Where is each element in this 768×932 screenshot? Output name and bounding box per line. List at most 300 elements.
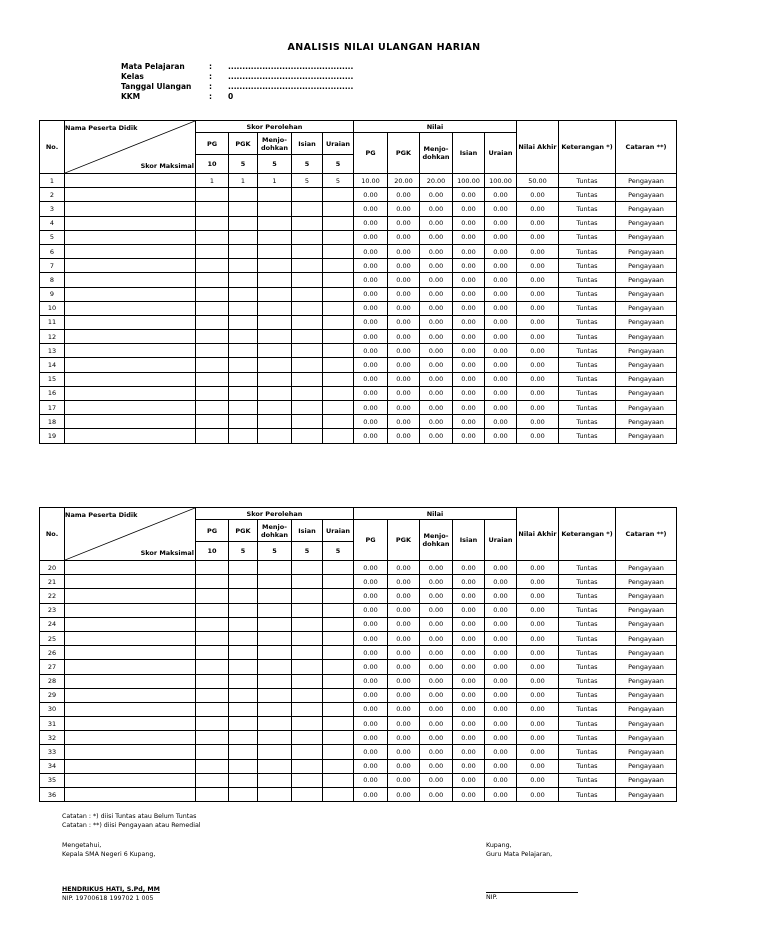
row-catatan: Pengayaan [616,575,677,589]
row-nilai: 0.00 [485,759,517,773]
row-skor [323,759,354,773]
row-nilai: 0.00 [485,202,517,216]
row-nilai: 0.00 [453,216,485,230]
row-skor [196,315,229,329]
table-row [40,188,677,202]
header-catatan: Cataran **) [616,508,677,561]
row-skor [258,244,292,258]
row-keterangan: Tuntas [559,372,616,386]
row-skor [258,259,292,273]
row-skor [258,372,292,386]
signer-nip: NIP. 19700618 199702 1 005 [62,894,154,902]
row-nilai-akhir: 0.00 [517,631,559,645]
row-nilai: 0.00 [354,344,388,358]
row-nilai: 0.00 [354,561,388,575]
header-skor-perolehan: Skor Perolehan [196,508,354,520]
row-nilai: 0.00 [485,788,517,802]
row-skor [292,674,323,688]
row-nilai: 0.00 [453,603,485,617]
sign-right-line1: Kupang, [486,842,512,849]
row-nilai: 0.00 [388,188,420,202]
row-skor [258,401,292,415]
row-nilai: 0.00 [485,372,517,386]
grade-table-1 [39,120,677,444]
row-nilai: 0.00 [388,603,420,617]
row-nilai: 0.00 [420,745,453,759]
row-skor [292,315,323,329]
header-skor-col: Uraian [323,133,354,155]
row-skor [229,230,258,244]
row-skor [323,315,354,329]
meta-row-tanggal-ulangan [121,82,353,92]
row-nama [65,702,196,716]
header-nama: Nama Peserta Didik [65,124,138,132]
row-skor [196,244,229,258]
row-skor [229,315,258,329]
row-skor [323,358,354,372]
row-no: 5 [40,230,65,244]
row-nilai: 0.00 [388,315,420,329]
row-nilai: 0.00 [420,344,453,358]
row-skor [229,660,258,674]
row-skor [323,259,354,273]
row-nilai: 0.00 [354,773,388,787]
row-nilai: 0.00 [453,702,485,716]
row-keterangan: Tuntas [559,745,616,759]
table-row [40,415,677,429]
note-line: Catatan : **) diisi Pengayaan atau Remedial [62,821,201,829]
row-no: 10 [40,301,65,315]
row-skor [258,589,292,603]
row-no: 14 [40,358,65,372]
row-nilai: 0.00 [485,575,517,589]
row-nilai: 0.00 [388,631,420,645]
row-skor [196,330,229,344]
row-skor [323,575,354,589]
row-keterangan: Tuntas [559,174,616,188]
row-skor [323,788,354,802]
row-nilai: 0.00 [388,287,420,301]
row-nama [65,773,196,787]
row-skor [196,561,229,575]
table-row [40,344,677,358]
row-nilai: 0.00 [354,202,388,216]
row-catatan: Pengayaan [616,603,677,617]
table-row [40,589,677,603]
header-skor-maks-value: 5 [229,155,258,174]
row-nilai: 0.00 [420,216,453,230]
header-nilai-col: Uraian [485,133,517,174]
row-nilai: 0.00 [388,660,420,674]
row-nilai: 0.00 [388,674,420,688]
row-nilai: 0.00 [354,244,388,258]
row-nilai-akhir: 0.00 [517,660,559,674]
row-nilai: 0.00 [354,259,388,273]
row-nilai-akhir: 0.00 [517,386,559,400]
row-no: 32 [40,731,65,745]
row-nama [65,759,196,773]
header-catatan: Cataran **) [616,121,677,174]
row-nilai: 0.00 [453,631,485,645]
row-nama [65,202,196,216]
row-nilai: 0.00 [388,202,420,216]
table-row [40,301,677,315]
row-no: 27 [40,660,65,674]
table-row [40,688,677,702]
row-skor [229,773,258,787]
row-nilai: 0.00 [354,731,388,745]
row-skor [323,589,354,603]
row-no: 29 [40,688,65,702]
row-nama [65,315,196,329]
row-catatan: Pengayaan [616,188,677,202]
row-nilai: 0.00 [354,646,388,660]
row-skor [323,660,354,674]
row-nilai: 0.00 [420,415,453,429]
row-skor [323,617,354,631]
table-row [40,202,677,216]
row-nilai: 0.00 [420,287,453,301]
row-nilai-akhir: 0.00 [517,344,559,358]
row-keterangan: Tuntas [559,646,616,660]
row-nilai: 0.00 [388,759,420,773]
row-keterangan: Tuntas [559,717,616,731]
header-nilai: Nilai [354,508,517,520]
row-nama [65,344,196,358]
row-catatan: Pengayaan [616,731,677,745]
row-nilai: 0.00 [485,401,517,415]
row-no: 3 [40,202,65,216]
row-nilai-akhir: 0.00 [517,401,559,415]
row-nilai-akhir: 0.00 [517,717,559,731]
row-nilai: 0.00 [388,386,420,400]
row-nilai: 0.00 [354,688,388,702]
row-catatan: Pengayaan [616,202,677,216]
row-catatan: Pengayaan [616,688,677,702]
row-skor [229,561,258,575]
row-nilai: 0.00 [420,589,453,603]
row-nama [65,330,196,344]
row-nilai: 0.00 [388,575,420,589]
signer-right-nip: NIP. [486,894,498,901]
row-skor [258,773,292,787]
row-nilai: 0.00 [354,372,388,386]
header-nilai-col: Isian [453,133,485,174]
table-row [40,358,677,372]
header-skor-maks-value: 5 [229,542,258,561]
row-skor [229,617,258,631]
row-nilai: 0.00 [420,230,453,244]
row-nilai: 0.00 [420,717,453,731]
row-catatan: Pengayaan [616,230,677,244]
header-nama: Nama Peserta Didik [65,511,138,519]
row-catatan: Pengayaan [616,415,677,429]
row-nilai: 0.00 [485,646,517,660]
row-nilai: 0.00 [485,561,517,575]
row-nilai: 0.00 [420,674,453,688]
row-skor [323,401,354,415]
header-nilai-col: PG [354,133,388,174]
meta-row-kelas [121,72,353,82]
row-nilai: 0.00 [420,561,453,575]
row-skor [292,617,323,631]
row-keterangan: Tuntas [559,731,616,745]
row-skor [258,702,292,716]
row-skor [323,330,354,344]
row-nilai: 0.00 [420,202,453,216]
row-nilai-akhir: 0.00 [517,358,559,372]
row-skor [196,372,229,386]
row-nilai: 0.00 [453,773,485,787]
row-catatan: Pengayaan [616,660,677,674]
row-skor [258,617,292,631]
row-nilai: 0.00 [420,773,453,787]
row-catatan: Pengayaan [616,401,677,415]
row-no: 24 [40,617,65,631]
row-nilai: 0.00 [354,315,388,329]
row-keterangan: Tuntas [559,674,616,688]
row-skor [258,386,292,400]
row-catatan: Pengayaan [616,429,677,443]
row-nilai: 0.00 [388,216,420,230]
row-skor [258,415,292,429]
row-nilai: 0.00 [453,646,485,660]
table-row [40,216,677,230]
row-nilai: 0.00 [354,330,388,344]
row-nilai: 0.00 [453,330,485,344]
row-keterangan: Tuntas [559,315,616,329]
row-skor [196,259,229,273]
sign-left [62,842,155,859]
row-nama [65,273,196,287]
row-no: 6 [40,244,65,258]
row-nilai: 0.00 [453,401,485,415]
row-catatan: Pengayaan [616,273,677,287]
header-skor-col: Menjo-dohkan [258,133,292,155]
signer-name: HENDRIKUS HATI, S.Pd, MM [62,886,160,893]
row-nilai: 0.00 [485,415,517,429]
row-skor [323,631,354,645]
row-nama [65,415,196,429]
row-nilai: 0.00 [388,230,420,244]
row-nilai: 20.00 [388,174,420,188]
row-nilai: 0.00 [485,745,517,759]
header-skor-col: PGK [229,520,258,542]
row-nilai: 0.00 [354,702,388,716]
row-catatan: Pengayaan [616,617,677,631]
header-keterangan: Keterangan *) [559,508,616,561]
row-nilai-akhir: 0.00 [517,429,559,443]
row-catatan: Pengayaan [616,386,677,400]
row-keterangan: Tuntas [559,358,616,372]
header-skor-maksimal: Skor Maksimal [140,162,194,170]
row-nilai: 0.00 [388,702,420,716]
row-skor [258,603,292,617]
header-nama-skor-maks [65,121,196,174]
row-nilai: 0.00 [388,273,420,287]
row-nilai: 0.00 [354,429,388,443]
row-nilai: 0.00 [388,561,420,575]
row-skor [196,429,229,443]
row-skor [323,415,354,429]
table-row [40,287,677,301]
row-nilai: 0.00 [453,688,485,702]
row-keterangan: Tuntas [559,617,616,631]
row-no: 23 [40,603,65,617]
row-skor [258,301,292,315]
row-keterangan: Tuntas [559,773,616,787]
row-nama [65,674,196,688]
row-nilai: 0.00 [420,259,453,273]
row-nilai-akhir: 0.00 [517,330,559,344]
row-nilai: 0.00 [388,301,420,315]
row-nilai: 0.00 [354,216,388,230]
row-skor [229,745,258,759]
sign-left-line1: Mengetahui, [62,842,102,849]
row-nilai: 0.00 [453,674,485,688]
header-skor-maks-value: 5 [323,542,354,561]
row-skor [229,589,258,603]
row-skor [292,230,323,244]
row-skor [292,429,323,443]
header-nilai-col: Menjo-dohkan [420,520,453,561]
row-skor [323,386,354,400]
row-skor: 1 [258,174,292,188]
row-nilai: 0.00 [354,415,388,429]
row-no: 36 [40,788,65,802]
row-nilai: 0.00 [420,372,453,386]
row-skor [258,688,292,702]
row-skor [292,301,323,315]
row-catatan: Pengayaan [616,759,677,773]
row-skor: 5 [292,174,323,188]
row-keterangan: Tuntas [559,301,616,315]
row-nilai-akhir: 0.00 [517,575,559,589]
row-nilai: 0.00 [485,674,517,688]
row-catatan: Pengayaan [616,717,677,731]
row-nilai: 0.00 [453,230,485,244]
row-skor [323,688,354,702]
row-skor [292,344,323,358]
row-nilai: 0.00 [388,344,420,358]
header-nilai-col: PGK [388,133,420,174]
row-skor [323,344,354,358]
row-keterangan: Tuntas [559,688,616,702]
row-no: 26 [40,646,65,660]
row-no: 19 [40,429,65,443]
row-keterangan: Tuntas [559,660,616,674]
row-nilai: 0.00 [453,717,485,731]
row-skor [323,372,354,386]
row-skor [292,216,323,230]
row-nilai: 0.00 [453,259,485,273]
row-nilai: 0.00 [354,287,388,301]
row-nilai: 20.00 [420,174,453,188]
row-nama [65,745,196,759]
row-nilai: 0.00 [388,244,420,258]
row-nilai: 0.00 [453,788,485,802]
row-skor [196,301,229,315]
row-nilai: 0.00 [420,575,453,589]
row-skor [229,216,258,230]
row-nilai: 0.00 [354,717,388,731]
meta-label: Kelas [121,72,144,81]
row-nilai: 0.00 [354,273,388,287]
meta-colon: : [209,72,212,81]
row-nilai-akhir: 0.00 [517,617,559,631]
row-nilai: 0.00 [485,216,517,230]
row-skor [323,702,354,716]
row-skor [229,344,258,358]
row-nilai: 0.00 [485,358,517,372]
row-nama [65,372,196,386]
table-row [40,429,677,443]
row-nama [65,386,196,400]
row-skor [292,759,323,773]
row-nilai: 0.00 [453,202,485,216]
row-skor [323,244,354,258]
row-skor [258,230,292,244]
row-nilai: 0.00 [485,603,517,617]
row-nilai-akhir: 0.00 [517,688,559,702]
row-nilai: 0.00 [354,575,388,589]
row-nilai: 0.00 [453,575,485,589]
row-catatan: Pengayaan [616,372,677,386]
row-skor [229,688,258,702]
meta-label: KKM [121,92,141,101]
header-skor-maks-value: 5 [323,155,354,174]
row-skor [196,216,229,230]
row-keterangan: Tuntas [559,415,616,429]
row-nilai: 0.00 [485,589,517,603]
row-skor [323,646,354,660]
row-keterangan: Tuntas [559,287,616,301]
row-catatan: Pengayaan [616,315,677,329]
row-nilai-akhir: 0.00 [517,561,559,575]
table-row [40,731,677,745]
table-row [40,674,677,688]
row-nama [65,617,196,631]
row-skor [196,688,229,702]
row-catatan: Pengayaan [616,358,677,372]
row-catatan: Pengayaan [616,244,677,258]
row-nilai-akhir: 0.00 [517,745,559,759]
row-skor [196,386,229,400]
signer-left [62,886,160,903]
row-skor [292,372,323,386]
table-row [40,702,677,716]
header-skor-col: PG [196,520,229,542]
row-nilai: 0.00 [453,589,485,603]
row-keterangan: Tuntas [559,561,616,575]
row-nilai-akhir: 0.00 [517,759,559,773]
table-row [40,631,677,645]
row-nilai: 0.00 [420,358,453,372]
row-skor [229,401,258,415]
row-nilai: 0.00 [388,745,420,759]
row-nilai: 0.00 [388,372,420,386]
table-row [40,273,677,287]
row-nilai: 0.00 [388,717,420,731]
row-nilai: 0.00 [354,660,388,674]
row-skor [292,660,323,674]
row-skor [323,773,354,787]
row-nilai: 0.00 [354,401,388,415]
row-skor [292,401,323,415]
row-nilai: 0.00 [485,688,517,702]
row-nilai: 0.00 [388,429,420,443]
header-nilai-col: PG [354,520,388,561]
